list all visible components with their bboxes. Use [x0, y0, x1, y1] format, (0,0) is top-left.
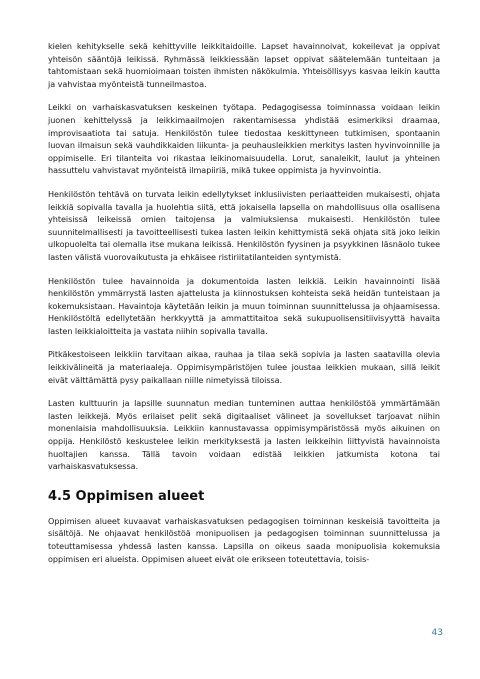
body-text — [48, 40, 440, 576]
paragraph: kielen kehitykselle sekä kehittyville leikkitaidoille. Lapset havainnoivat, kokeilevat ja oppivat yhteisön sääntöjä leikissä. Ryhmässä leikkiessään lapset oppivat säätelemään tunteitaan ja tahtomistaan sekä huomioimaan toisten ihmisten näkökulmia. Yhteisöllisyys kasvaa leikin kautta ja vahvistaa myönteistä tunneilmastoa. — [48, 41, 440, 89]
section-heading: 4.5 Oppimisen alueet — [48, 488, 205, 504]
paragraph: Pitkäkestoiseen leikkiin tarvitaan aikaa, rauhaa ja tilaa sekä sopivia ja lasten saatavilla olevia leikkivälineitä ja materiaaleja. Oppimisympäristöjen tulee joustaa leikkien mukaan, sillä leikit eivät välttämättä pysy paikallaan niille nimetyissä tiloissa. — [48, 349, 440, 385]
paragraph: Henkilöstön tehtävä on turvata leikin edellytykset inklusiivisten periaatteiden mukaisesti, ohjata leikkiä sopivalla tavalla ja huolehtia siitä, että jokaisella lapsella on mahdollisuus olla osallisena yhteisissä leikeissä omien taitojensa ja valmiuksiensa mukaisesti. Henkilöstön tulee suunnitelmallisesti ja tavoitteellisesti tukea lasten leikin kehittymistä sekä ohjata sitä joko leikin ulkopuolelta tai olemalla itse mukana leikissä. Henkilöstön fyysinen ja psyykkinen läsnäolo tukee lasten välistä vuorovaikutusta ja ehkäisee ristiriitatilanteiden syntymistä. — [48, 188, 440, 262]
paragraph: Lasten kulttuurin ja lapsille suunnatun median tunteminen auttaa henkilöstöä ymmärtämään lasten leikkejä. Myös erilaiset pelit sekä digitaaliset välineet ja sovellukset tarjoavat niihin monenlaisia mahdollisuuksia. Leikkiin kannustavassa oppimisympäristössä myös aikuinen on oppija. Henkilöstö keskustelee leikin merkityksestä ja lasten leikkeihin liittyvistä havainnoista huoltajien kanssa. Tällä tavoin voidaan edistää leikkien jatkumista kotona tai varhaiskasvatuksessa. — [48, 398, 440, 472]
page-number: 43 — [431, 628, 443, 638]
paragraph: Henkilöstön tulee havainnoida ja dokumentoida lasten leikkiä. Leikin havainnointi lisää henkilöstön ymmärrystä lasten ajattelusta ja kiinnostuksen kohteista sekä heidän tunteistaan ja kokemuksistaan. Havaintoja käytetään leikin ja muun toiminnan suunnittelussa ja ohjaamisessa. Henkilöstöltä edellytetään herkkyyttä ja ammattitaitoa sekä sukupuolisensitiivisyyttä havaita lasten leikkialoitteita ja vastata niihin sopivalla tavalla. — [48, 275, 440, 336]
section-paragraph: Oppimisen alueet kuvaavat varhaiskasvatuksen pedagogisen toiminnan keskeisiä tavoitteita ja sisältöjä. Ne ohjaavat henkilöstöä monipuolisen ja pedagogisen toiminnan suunnittelussa ja toteuttamisessa yhdessä lasten kanssa. Lapsilla on oikeus saada monipuolisia kokemuksia oppimisen eri alueista. Oppimisen alueet eivät ole erikseen toteutettavia, toisis- — [48, 515, 440, 564]
paragraph: Leikki on varhaiskasvatuksen keskeinen työtapa. Pedagogisessa toiminnassa voidaan leikin juonen kehittelyssä ja leikkimaailmojen rakentamisessa yhdistää esimerkiksi draamaa, improvisaatiota tai satuja. Henkilöstön tulee tiedostaa keskittyneen tutkimisen, spontaanin luovan ilmaisun sekä vauhdikkaiden liikunta- ja peuhausleikkien merkitys lasten hyvinvoinnille ja oppimiselle. Eri tilanteita voi rikastaa leikinomaisuudella. Lorut, sanaleikit, laulut ja yhteinen hassuttelu vahvistavat myönteistä ilmapiiriä, mikä tukee oppimista ja hyvinvointia. — [48, 102, 440, 176]
